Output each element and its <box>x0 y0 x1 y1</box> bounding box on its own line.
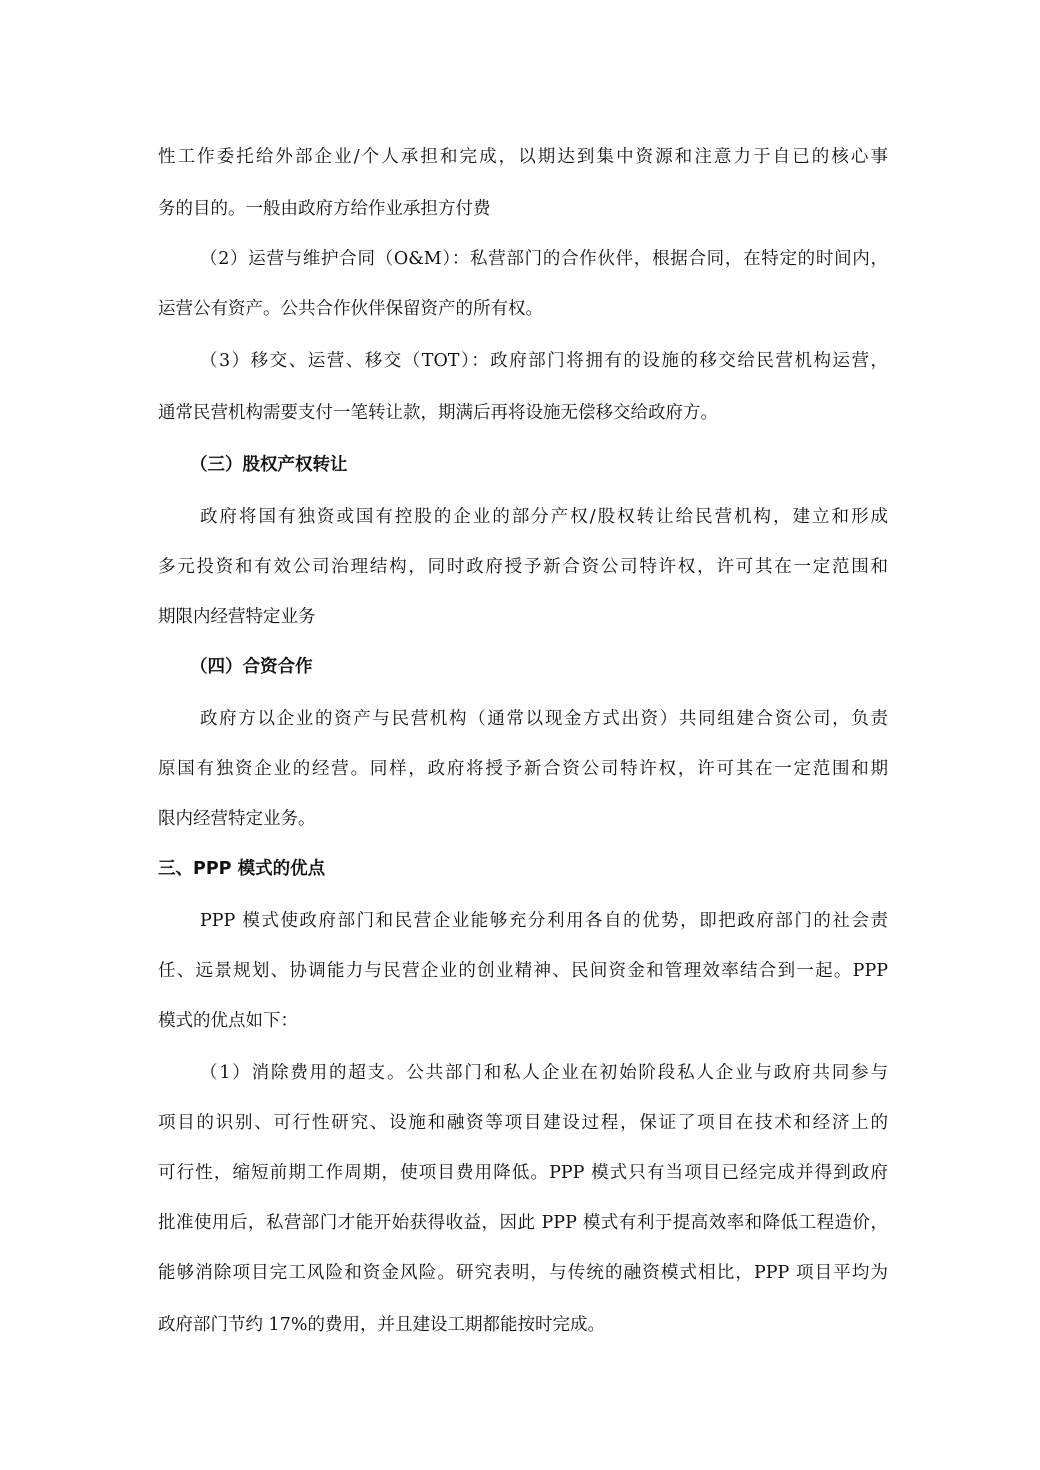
paragraph-jv-line-1: 政府方以企业的资产与民营机构（通常以现金方式出资）共同组建合资公司，负责 <box>200 709 888 729</box>
paragraph-ppp-intro-line-1: PPP 模式使政府部门和民营企业能够充分利用各自的优势，即把政府部门的社会责 <box>200 911 888 931</box>
paragraph-tot-line-2: 通常民营机构需要支付一笔转让款，期满后再将设施无偿移交给政府方。 <box>158 403 718 423</box>
paragraph-intro-line-1: 性工作委托给外部企业/个人承担和完成，以期达到集中资源和注意力于自已的核心事 <box>158 147 888 167</box>
paragraph-ppp-intro-line-2: 任、远景规划、协调能力与民营企业的创业精神、民间资金和管理效率结合到一起。PPP <box>158 961 888 981</box>
paragraph-tot-line-1: （3）移交、运营、移交（TOT）：政府部门将拥有的设施的移交给民营机构运营， <box>200 351 888 371</box>
paragraph-adv1-line-5: 能够消除项目完工风险和资金风险。研究表明，与传统的融资模式相比，PPP 项目平均为 <box>158 1263 888 1283</box>
heading-section-ppp-advantages: 三、PPP 模式的优点 <box>158 859 326 879</box>
paragraph-equity-line-2: 多元投资和有效公司治理结构，同时政府授予新合资公司特许权，许可其在一定范围和 <box>158 557 888 577</box>
paragraph-adv1-line-6: 政府部门节约 17%的费用，并且建设工期都能按时完成。 <box>158 1315 605 1335</box>
paragraph-ppp-intro-line-3: 模式的优点如下： <box>158 1011 298 1031</box>
paragraph-jv-line-2: 原国有独资企业的经营。同样，政府将授予新合资公司特许权，许可其在一定范围和期 <box>158 759 888 779</box>
paragraph-equity-line-3: 期限内经营特定业务 <box>158 607 316 627</box>
paragraph-jv-line-3: 限内经营特定业务。 <box>158 809 316 829</box>
paragraph-equity-line-1: 政府将国有独资或国有控股的企业的部分产权/股权转让给民营机构，建立和形成 <box>200 507 888 527</box>
paragraph-adv1-line-4: 批准使用后，私营部门才能开始获得收益，因此 PPP 模式有利于提高效率和降低工程造价， <box>158 1213 888 1233</box>
heading-joint-venture: （四）合资合作 <box>190 657 313 677</box>
paragraph-om-line-2: 运营公有资产。公共合作伙伴保留资产的所有权。 <box>158 299 543 319</box>
paragraph-adv1-line-2: 项目的识别、可行性研究、设施和融资等项目建设过程，保证了项目在技术和经济上的 <box>158 1113 888 1133</box>
paragraph-adv1-line-3: 可行性，缩短前期工作周期，使项目费用降低。PPP 模式只有当项目已经完成并得到政府 <box>158 1163 888 1183</box>
heading-equity-transfer: （三）股权产权转让 <box>190 455 348 475</box>
paragraph-intro-line-2: 务的目的。一般由政府方给作业承担方付费 <box>158 199 491 219</box>
paragraph-om-line-1: （2）运营与维护合同（O&M）：私营部门的合作伙伴，根据合同，在特定的时间内， <box>200 249 888 269</box>
paragraph-adv1-line-1: （1）消除费用的超支。公共部门和私人企业在初始阶段私人企业与政府共同参与 <box>200 1063 888 1083</box>
